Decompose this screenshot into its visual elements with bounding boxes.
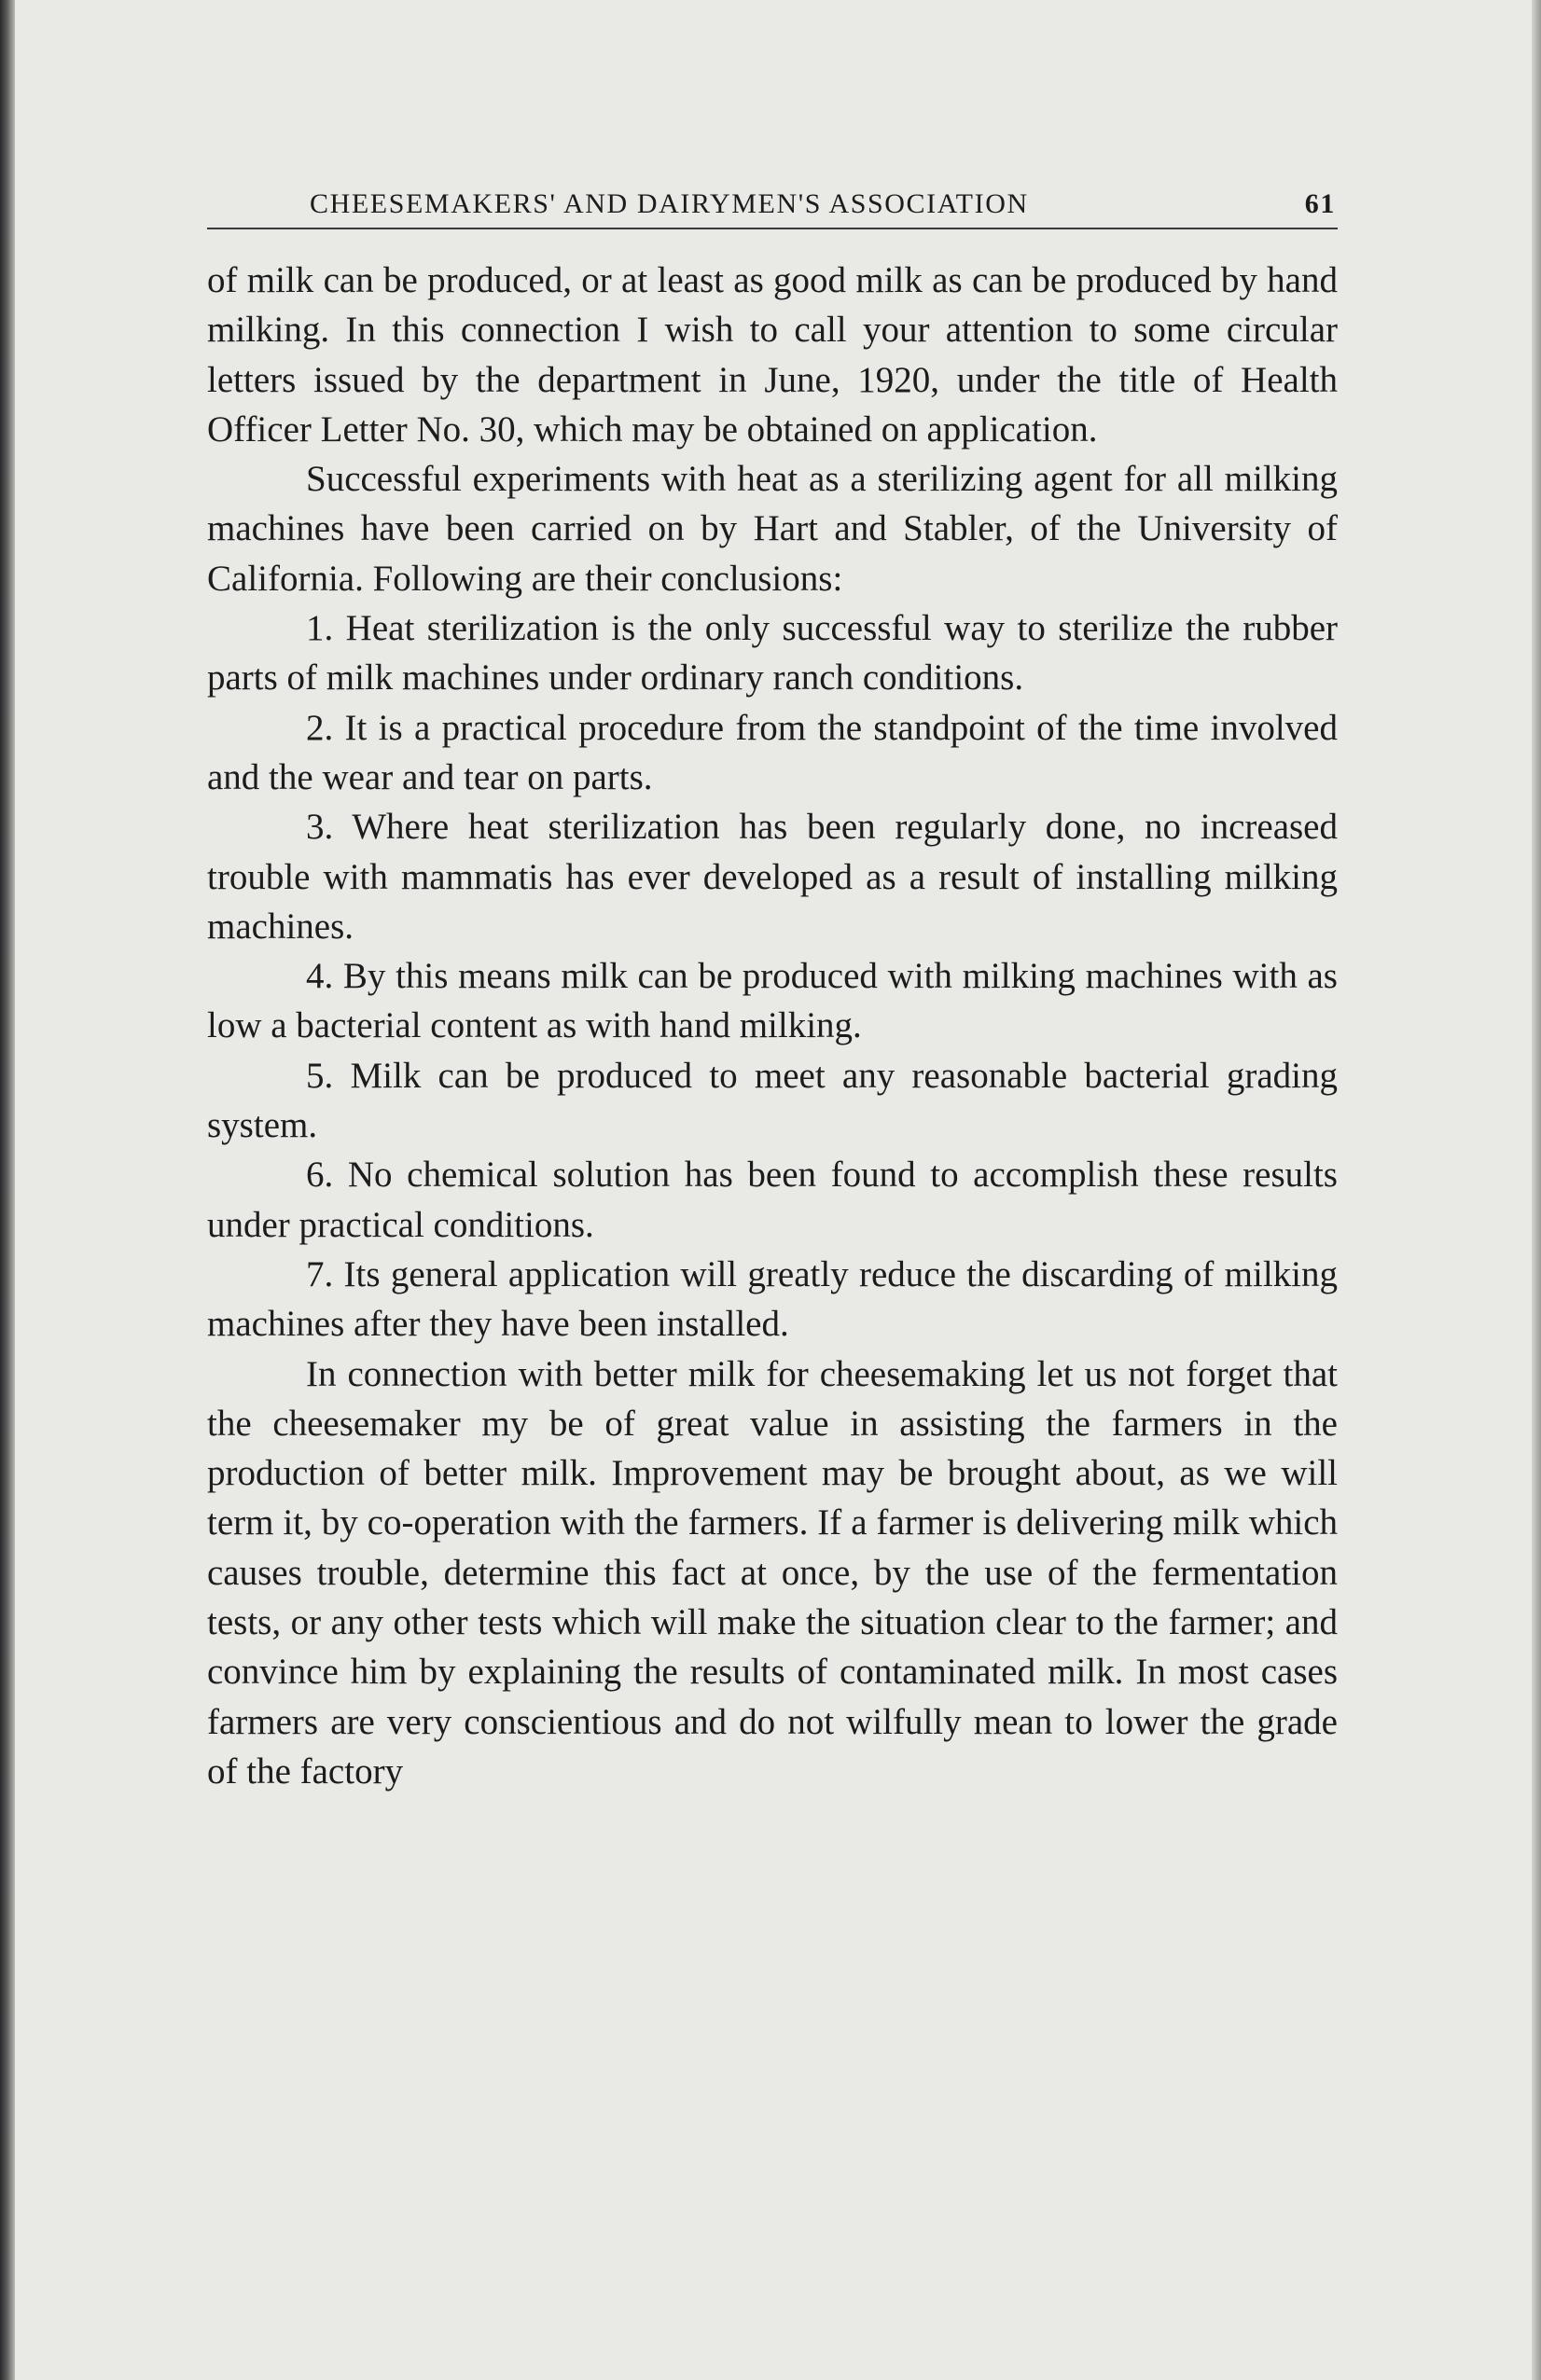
conclusion-item-2: 2. It is a practical procedure from the standpoint of the time involved and the wear and tear on parts. <box>207 707 1338 797</box>
body-text <box>207 256 1338 1796</box>
conclusion-item-5: 5. Milk can be produced to meet any reasonable bacterial grading system. <box>207 1055 1338 1146</box>
running-header <box>207 187 1338 229</box>
paragraph-experiments: Successful experiments with heat as a sterilizing agent for all milking machines have been carried on by Hart and Stabler, of the University of California. Following are their conclusions: <box>207 459 1338 599</box>
conclusion-item-3: 3. Where heat sterilization has been regularly done, no increased trouble with mammatis has ever developed as a result of installing milking machines. <box>207 807 1338 947</box>
page-binding-edge <box>0 0 15 2380</box>
conclusion-item-1: 1. Heat sterilization is the only successful way to sterilize the rubber parts of milk machines under ordinary ranch conditions. <box>207 608 1338 699</box>
page-right-edge <box>1532 0 1541 2380</box>
running-title: CHEESEMAKERS' AND DAIRYMEN'S ASSOCIATION <box>310 188 1029 219</box>
conclusion-item-7: 7. Its general application will greatly reduce the discarding of milking machines after they have been installed. <box>207 1253 1338 1345</box>
book-page <box>207 187 1338 1796</box>
paragraph-cooperation: In connection with better milk for cheesemaking let us not forget that the cheesemaker my be of great value in assisting the farmers in the production of better milk. Improvement may be brought about, as we will term it, by co-operation with the farmers. If a farmer is delivering milk which causes trouble, determine this fact at once, by the use of the fermentation tests, or any other tests which will make the situation clear to the farmer; and convince him by explaining the results of contaminated milk. In most cases farmers are very conscientious and do not wilfully mean to lower the grade of the factory <box>207 1353 1338 1792</box>
conclusion-item-4: 4. By this means milk can be produced with milking machines with as low a bacterial content as with hand milking. <box>207 956 1338 1046</box>
page-number: 61 <box>1304 188 1336 219</box>
conclusion-item-6: 6. No chemical solution has been found to accomplish these results under practical conditions. <box>207 1155 1338 1245</box>
paragraph-continuation: of milk can be produced, or at least as good milk as can be produced by hand milking. In this connection I wish to call your attention to some circular letters issued by the department in June, 1920, under the title of Health Officer Letter No. 30, which may be obtained on application. <box>207 260 1338 450</box>
